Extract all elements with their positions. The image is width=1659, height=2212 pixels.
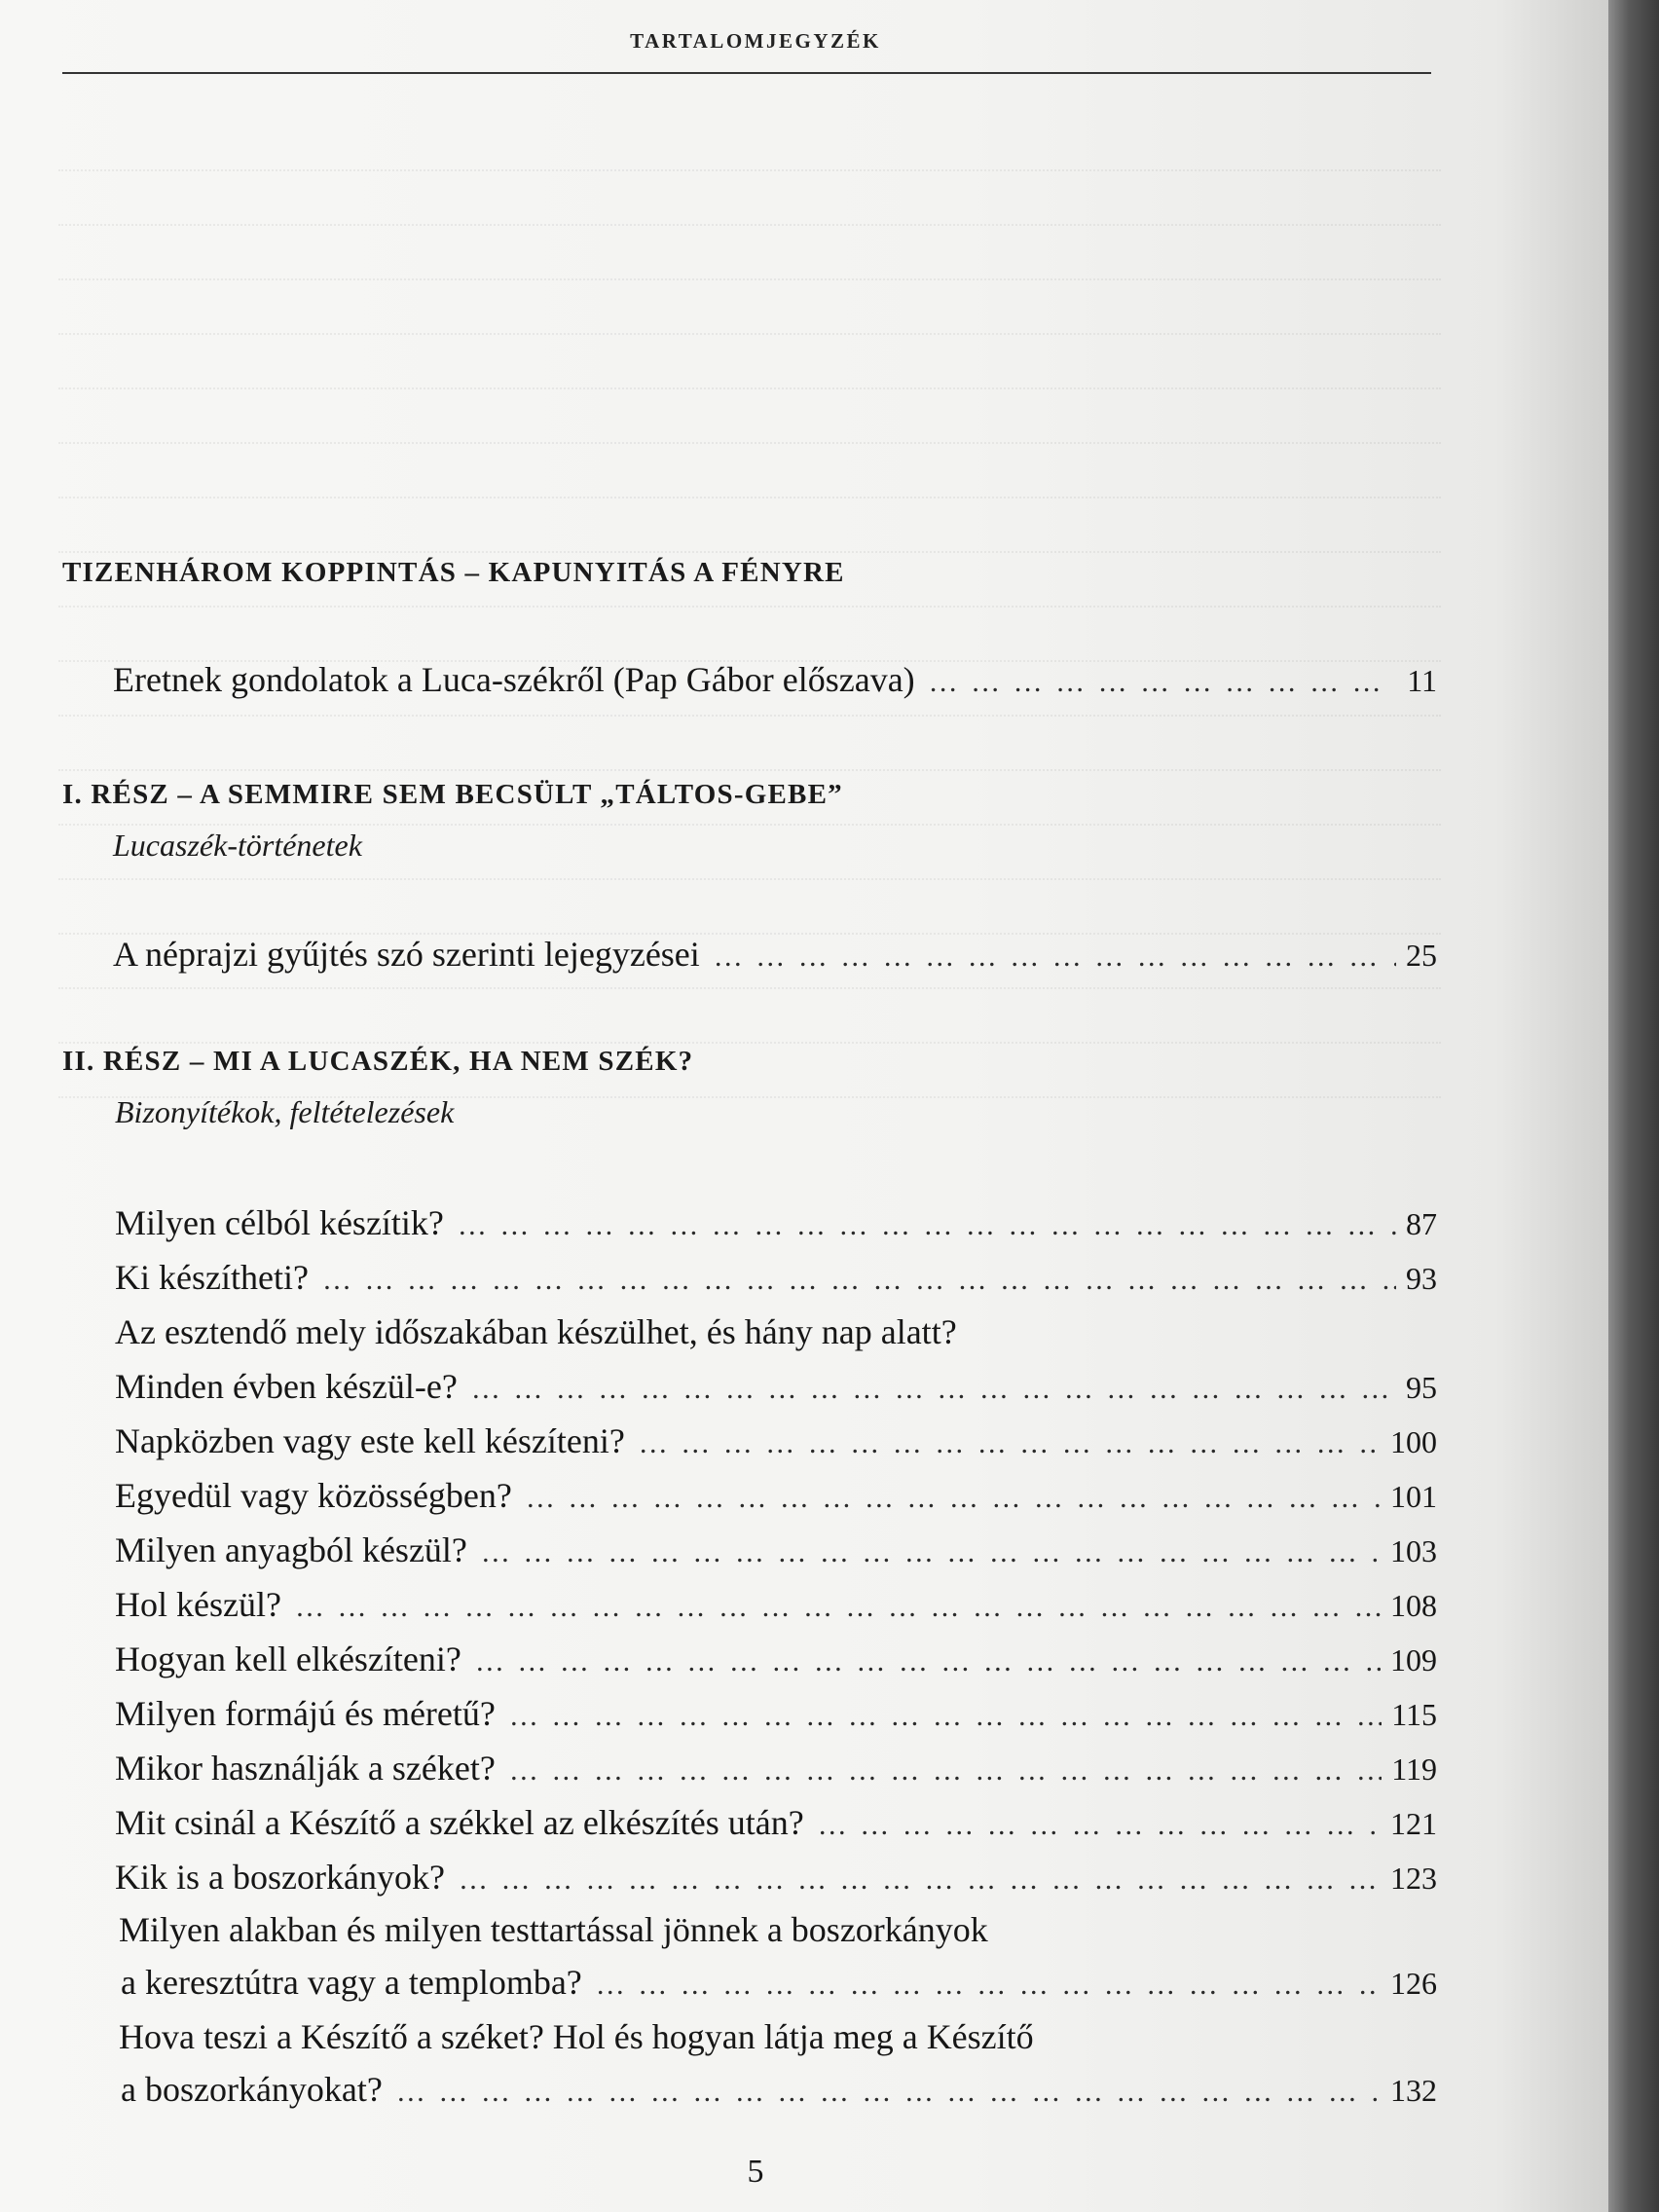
toc-entry[interactable]	[115, 1583, 1437, 1629]
entry-title: Hol készül?	[115, 1585, 281, 1624]
dot-leader	[396, 2071, 1381, 2114]
part1-subtitle: Lucaszék-történetek	[113, 828, 362, 863]
entry-title: Kik is a boszorkányok?	[115, 1858, 445, 1897]
entry-page: 103	[1390, 1533, 1437, 1568]
toc-entry[interactable]	[115, 1474, 1437, 1520]
dot-leader	[929, 661, 1398, 704]
toc-entry-part1[interactable]	[113, 933, 1437, 978]
entry-page: 100	[1390, 1424, 1437, 1459]
dot-leader	[295, 1586, 1381, 1629]
entry-title: a boszorkányokat?	[121, 2070, 383, 2109]
entry-page: 108	[1390, 1588, 1437, 1623]
entry-page: 115	[1391, 1697, 1437, 1732]
entry-title: Eretnek gondolatok a Luca-székről (Pap Gábor előszava)	[113, 660, 915, 699]
part1-heading: I. RÉSZ – A SEMMIRE SEM BECSÜLT „TÁLTOS-GEBE”	[62, 779, 843, 810]
entry-title: Hogyan kell elkészíteni?	[115, 1640, 461, 1678]
entry-title: Egyedül vagy közösségben?	[115, 1476, 512, 1515]
entry-page: 87	[1406, 1206, 1437, 1241]
entry-page: 126	[1390, 1966, 1437, 2001]
toc-entry[interactable]: Hova teszi a Készítő a széket? Hol és hogyan látja meg a Készítő	[119, 2017, 1034, 2056]
entry-title: Milyen célból készítik?	[115, 1203, 444, 1242]
entry-title: a keresztútra vagy a templomba?	[121, 1963, 582, 2002]
toc-entry[interactable]	[115, 1365, 1437, 1411]
dot-leader	[509, 1750, 1382, 1792]
dot-leader	[596, 1964, 1381, 2007]
toc-entry[interactable]	[115, 1419, 1437, 1465]
toc-entry[interactable]	[115, 1529, 1437, 1574]
dot-leader	[714, 936, 1396, 978]
entry-title: A néprajzi gyűjtés szó szerinti lejegyzései	[113, 935, 700, 974]
toc-entry-preface[interactable]	[113, 658, 1437, 704]
toc-entry[interactable]	[115, 1856, 1437, 1901]
entry-title: Milyen anyagból készül?	[115, 1530, 467, 1569]
entry-title: Milyen formájú és méretű?	[115, 1694, 496, 1733]
entry-title: Ki készítheti?	[115, 1258, 309, 1297]
running-head: TARTALOMJEGYZÉK	[630, 29, 881, 53]
page-number: 5	[747, 2154, 764, 2190]
part2-heading: II. RÉSZ – MI A LUCASZÉK, HA NEM SZÉK?	[62, 1046, 694, 1077]
dot-leader	[526, 1477, 1381, 1520]
toc-entry[interactable]: Az esztendő mely időszakában készülhet, és hány nap alatt?	[115, 1312, 957, 1351]
intro-heading: TIZENHÁROM KOPPINTÁS – KAPUNYITÁS A FÉNYRE	[62, 557, 845, 588]
entry-page: 93	[1406, 1261, 1437, 1296]
dot-leader	[322, 1259, 1396, 1302]
header-rule	[62, 72, 1431, 74]
show-through-texture	[58, 117, 1441, 1139]
dot-leader	[471, 1368, 1396, 1411]
entry-page: 132	[1390, 2073, 1437, 2108]
entry-page: 123	[1390, 1861, 1437, 1896]
dot-leader	[459, 1859, 1381, 1901]
toc-entry[interactable]	[115, 1692, 1437, 1738]
entry-title: Napközben vagy este kell készíteni?	[115, 1421, 625, 1460]
entry-title: Mikor használják a széket?	[115, 1749, 496, 1788]
toc-entry[interactable]: Milyen alakban és milyen testtartással jönnek a boszorkányok	[119, 1910, 988, 1949]
entry-page: 121	[1390, 1806, 1437, 1841]
entry-title: Mit csinál a Készítő a székkel az elkészítés után?	[115, 1803, 804, 1842]
entry-page: 101	[1390, 1479, 1437, 1514]
entry-page: 109	[1390, 1642, 1437, 1677]
entry-page: 119	[1391, 1751, 1437, 1787]
toc-entry[interactable]	[115, 1256, 1437, 1302]
dot-leader	[481, 1531, 1381, 1574]
toc-entry[interactable]	[115, 1801, 1437, 1847]
toc-entry-continuation[interactable]	[121, 2068, 1437, 2114]
entry-page: 25	[1406, 938, 1437, 973]
entry-page: 11	[1407, 663, 1437, 698]
toc-entry-continuation[interactable]	[121, 1961, 1437, 2007]
dot-leader	[458, 1204, 1396, 1247]
toc-entry[interactable]	[115, 1747, 1437, 1792]
dot-leader	[509, 1695, 1382, 1738]
part2-subtitle: Bizonyítékok, feltételezések	[115, 1094, 455, 1129]
entry-page: 95	[1406, 1370, 1437, 1405]
dot-leader	[818, 1804, 1381, 1847]
page-edge-shadow	[1608, 0, 1659, 2212]
toc-entry[interactable]	[115, 1201, 1437, 1247]
toc-entry[interactable]	[115, 1638, 1437, 1683]
dot-leader	[639, 1422, 1381, 1465]
entry-title: Minden évben készül-e?	[115, 1367, 458, 1406]
dot-leader	[475, 1641, 1381, 1683]
